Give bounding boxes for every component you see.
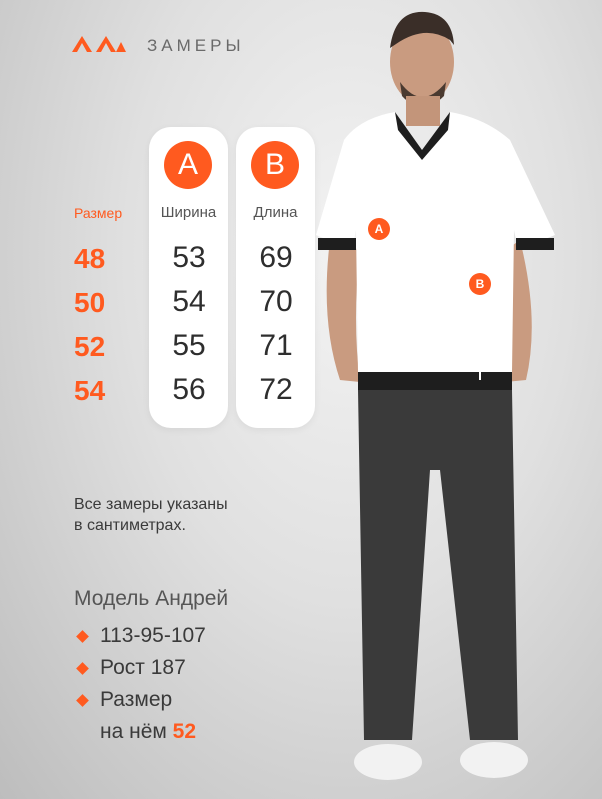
model-size-prefix: на нём xyxy=(100,720,167,743)
width-measure-line xyxy=(338,228,516,230)
diamond-bullet-icon xyxy=(76,630,89,643)
length-column-label: Длина xyxy=(253,204,298,221)
width-value: 56 xyxy=(172,373,206,406)
width-card xyxy=(149,127,228,428)
size-column-label: Размер xyxy=(74,205,123,221)
brand-logo-icon xyxy=(72,32,126,52)
page-title: ЗАМЕРЫ xyxy=(147,36,245,55)
note-line: Все замеры указаны xyxy=(74,496,228,513)
size-value: 54 xyxy=(74,375,106,406)
marker-a-badge: A xyxy=(164,141,212,189)
model-size-label: Размер xyxy=(100,688,173,711)
model-size-line xyxy=(100,720,196,744)
width-value: 55 xyxy=(172,329,206,362)
length-value: 71 xyxy=(259,329,293,362)
model-photo xyxy=(300,0,602,799)
size-value: 48 xyxy=(74,243,106,274)
note-line: в сантиметрах. xyxy=(74,517,186,534)
length-value: 70 xyxy=(259,285,293,318)
length-value: 72 xyxy=(259,373,293,406)
marker-b-badge: B xyxy=(251,141,299,189)
size-value: 52 xyxy=(74,331,106,362)
model-height: Рост 187 xyxy=(100,656,186,679)
model-params: 113-95-107 xyxy=(100,624,206,647)
model-size-value: 52 xyxy=(172,720,197,743)
width-value: 53 xyxy=(172,241,206,274)
length-value: 69 xyxy=(259,241,293,274)
diamond-bullet-icon xyxy=(76,694,89,707)
diamond-bullet-icon xyxy=(76,662,89,675)
width-value: 54 xyxy=(172,285,206,318)
width-column-label: Ширина xyxy=(160,204,217,221)
photo-marker-b: B xyxy=(469,273,491,295)
photo-marker-a: A xyxy=(368,218,390,240)
measurement-note xyxy=(74,494,228,536)
length-measure-line xyxy=(479,228,481,380)
model-name: Модель Андрей xyxy=(74,587,229,610)
size-value: 50 xyxy=(74,287,106,318)
